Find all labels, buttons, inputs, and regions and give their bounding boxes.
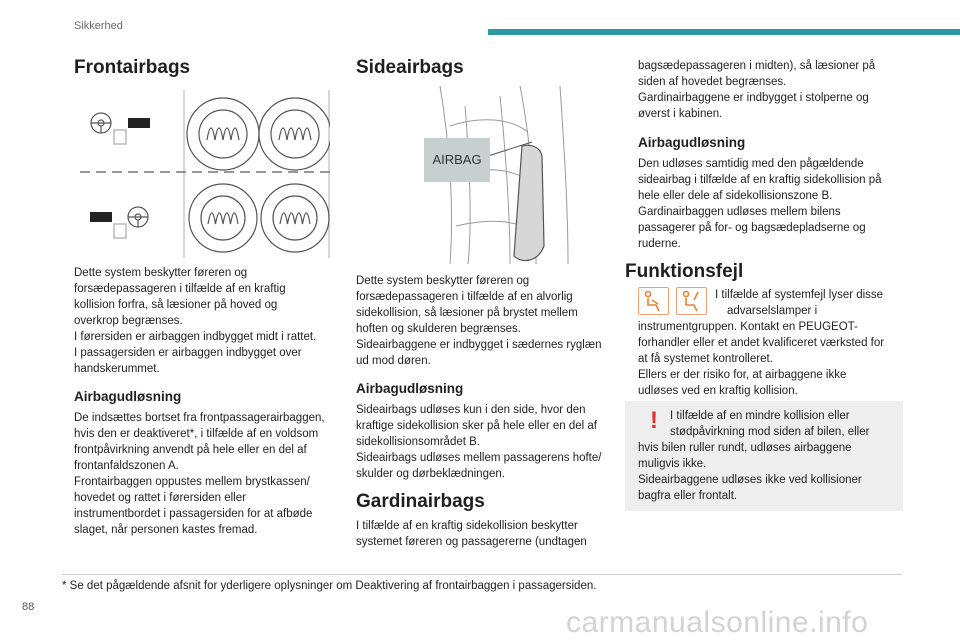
text-line: Ellers er der risiko for, at airbaggene ikke xyxy=(638,369,847,381)
text-line: handskerummet. xyxy=(74,363,160,375)
page-number: 88 xyxy=(22,601,35,613)
text-line: stødpåvirkning mod siden af bilen, eller xyxy=(670,426,870,438)
text-line: skulder og dørbeklædningen. xyxy=(356,468,505,480)
text-line: overkrop begrænses. xyxy=(74,315,183,327)
text-line: passagerer på for- og bagsædepladserne og xyxy=(638,222,866,234)
frontairbags-body xyxy=(74,265,349,377)
text-line: Gardinairbaggene er indbygget i stolperne og xyxy=(638,92,869,104)
watermark: carmanualsonline.info xyxy=(566,606,869,639)
text-line: advarselslamper i xyxy=(727,305,818,317)
text-line: ruderne. xyxy=(638,238,681,250)
text-line: frontanfaldszonen A. xyxy=(74,460,179,472)
sideairbags-deployment-title: Airbagudløsning xyxy=(356,381,464,396)
section-label: Sikkerhed xyxy=(74,20,123,32)
frontal-airbag-diagram xyxy=(80,90,330,260)
text-line: sidekollisionsområdet B. xyxy=(356,436,481,448)
text-line: siden af hovedet begrænses. xyxy=(638,76,787,88)
fault-lines-indented xyxy=(715,287,905,319)
text-line: De indsættes bortset fra frontpassagerairbaggen, xyxy=(74,412,325,424)
text-line: forsædepassageren i tilfælde af en alvorlig xyxy=(356,291,573,303)
warning-text xyxy=(638,440,898,504)
section-accent-bar xyxy=(488,29,960,35)
sideairbags-deployment xyxy=(356,380,626,482)
steering-wheel-icon xyxy=(91,113,111,133)
footnote: * Se det pågældende afsnit for yderligere oplysninger om Deaktivering af frontairbaggen i passagersiden. xyxy=(62,580,597,592)
warning-text-indented xyxy=(670,408,895,440)
text-line: I tilfælde af systemfejl lyser disse xyxy=(715,289,884,301)
text-line: hvis den er deaktiveret*, i tilfælde af en voldsom xyxy=(74,428,319,440)
frontairbags-deployment xyxy=(74,388,349,538)
text-line: frontpåvirkning anvendt på hele eller en del af xyxy=(74,444,307,456)
curtain-airbags xyxy=(356,490,626,550)
curtain-airbags-continued xyxy=(638,58,908,122)
text-line: udløses ved en kraftig kollision. xyxy=(638,385,798,397)
funktionsfejl-title: Funktionsfejl xyxy=(625,261,744,282)
text-line: Sideairbags udløses kun i den side, hvor den xyxy=(356,404,586,416)
text-line: Sideairbaggene er indbygget i sædernes ryglæn xyxy=(356,339,602,351)
text-line: Sideairbaggene udløses ikke ved kollisioner xyxy=(638,474,862,486)
text-line: I passagersiden er airbaggen indbygget over xyxy=(74,347,302,359)
sideairbags-body xyxy=(356,273,626,369)
text-line: kraftige sidekollision sker på hele eller en del af xyxy=(356,420,597,432)
text-line: slaget, når personen kastes fremad. xyxy=(74,524,258,536)
column-frontairbags xyxy=(74,56,344,80)
text-line: Den udløses samtidig med den pågældende xyxy=(638,158,864,170)
text-line: bagfra eller frontalt. xyxy=(638,490,738,502)
text-line: kollision forfra, så læsioner på hoved og xyxy=(74,299,278,311)
text-line: Sideairbags udløses mellem passagerens hofte/ xyxy=(356,452,602,464)
gardinairbags-title: Gardinairbags xyxy=(356,491,485,512)
text-line: hvis bilen ruller rundt, udløses airbaggene xyxy=(638,442,852,454)
text-line: Frontairbaggen oppustes mellem brystkassen/ xyxy=(74,476,310,488)
text-line: hele eller dele af sidekollisionszone B. xyxy=(638,190,833,202)
text-line: I tilfælde af en mindre kollision eller xyxy=(670,410,850,422)
frontairbags-deployment-title: Airbagudløsning xyxy=(74,389,182,404)
text-line: øverst i kabinen. xyxy=(638,108,723,120)
airbag-figure-label: AIRBAG xyxy=(424,138,490,182)
warning-exclamation-icon: ! xyxy=(650,407,658,434)
text-line: instrumentbordet i passagersiden for at afbøde xyxy=(74,508,313,520)
text-line: sidekollision, så læsioner på brystet mellem xyxy=(356,307,578,319)
text-line: at få systemet kontrolleret. xyxy=(638,353,773,365)
text-line: instrumentgruppen. Kontakt en PEUGEOT- xyxy=(638,321,858,333)
text-line: systemet føreren og passagererne (undtagen xyxy=(356,536,587,548)
text-line: I førersiden er airbaggen indbygget midt i rattet. xyxy=(74,331,317,343)
footnote-divider xyxy=(62,574,902,575)
column-sideairbags xyxy=(356,56,621,80)
curtain-deployment-title: Airbagudløsning xyxy=(638,135,746,150)
text-line: hovedet og rattet i førersiden eller xyxy=(74,492,246,504)
frontairbags-title: Frontairbags xyxy=(74,57,191,78)
text-line: forhandler eller et andet kvalificeret værksted for xyxy=(638,337,885,349)
fault-lines xyxy=(638,319,908,399)
text-line: Gardinairbaggen udløses mellem bilens xyxy=(638,206,841,218)
text-line: sideairbag i tilfælde af en kraftig sidekollision på xyxy=(638,174,882,186)
text-line: forsædepassageren i tilfælde af en kraftig xyxy=(74,283,286,295)
text-line: muligvis ikke. xyxy=(638,458,707,470)
curtain-airbags-deployment xyxy=(638,134,908,252)
text-line: I tilfælde af en kraftig sidekollision beskytter xyxy=(356,520,578,532)
fault-section-title xyxy=(625,260,905,284)
sideairbags-title: Sideairbags xyxy=(356,57,464,78)
text-line: hoften og skulderen begrænses. xyxy=(356,323,521,335)
text-line: Dette system beskytter føreren og xyxy=(74,267,248,279)
text-line: ud mod døren. xyxy=(356,355,431,367)
text-line: bagsædepassageren i midten), så læsioner på xyxy=(638,60,876,72)
airbag-warning-icon xyxy=(676,287,707,315)
text-line: Dette system beskytter føreren og xyxy=(356,275,530,287)
seated-person-icon xyxy=(638,287,669,315)
